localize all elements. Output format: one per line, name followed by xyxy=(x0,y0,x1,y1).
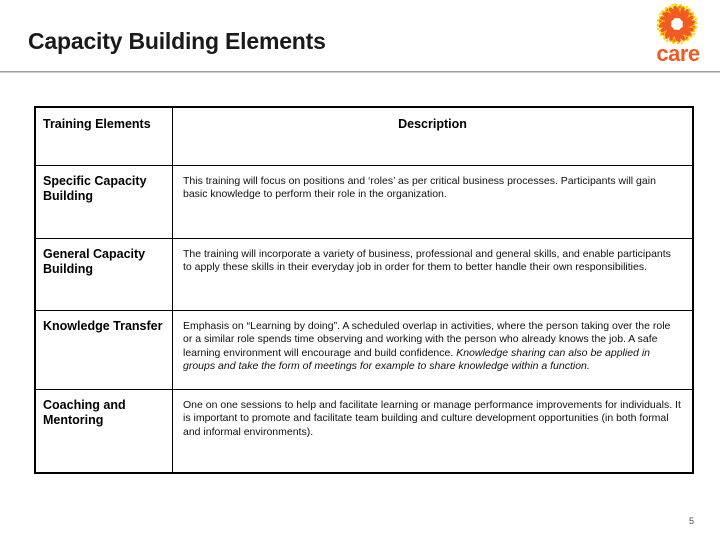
element-name-coaching-and-mentoring: Coaching and Mentoring xyxy=(43,398,126,427)
header-divider xyxy=(0,71,720,73)
cell-element-name xyxy=(36,239,173,311)
table-row xyxy=(36,311,693,390)
header-cell-description xyxy=(173,108,693,166)
description-specific-capacity-building xyxy=(173,166,692,208)
description-general-capacity-building xyxy=(173,239,692,281)
circle-of-hands-icon xyxy=(645,2,709,46)
capacity-building-elements-table xyxy=(35,107,693,473)
cell-description xyxy=(173,239,693,311)
description-plain: This training will focus on positions and ‘roles’ as per critical business processes. Participants will gain basic knowledge to perform their role in the organization. xyxy=(183,175,656,201)
description-plain: The training will incorporate a variety of business, professional and general skills, and enable participants to apply these skills in their everyday job in order for them to better handle their own responsibilities. xyxy=(183,248,671,274)
cell-element-name xyxy=(36,390,173,473)
table-row xyxy=(36,390,693,473)
element-name-specific-capacity-building: Specific Capacity Building xyxy=(43,174,147,203)
cell-description xyxy=(173,166,693,239)
care-wordmark: care xyxy=(656,41,700,66)
table-row xyxy=(36,166,693,239)
cell-element-name xyxy=(36,166,173,239)
description-plain: Emphasis on “Learning by doing”. A scheduled overlap in activities, where the person taking over the role or a similar role spends time observing and working with the person who already knows the job. A safe learning environment will encourage and build confidence. xyxy=(183,320,671,359)
header-label-training-elements: Training Elements xyxy=(43,117,151,131)
cell-element-name xyxy=(36,311,173,390)
page-number: 5 xyxy=(688,516,694,526)
care-logo xyxy=(640,2,716,68)
header-cell-training-elements xyxy=(36,108,173,166)
element-name-knowledge-transfer: Knowledge Transfer xyxy=(43,319,163,333)
header-label-description: Description xyxy=(398,117,467,131)
description-plain: One on one sessions to help and facilitate learning or manage performance improvements for individuals. It is important to promote and facilitate team building and culture development opportunities (in both formal and informal environments). xyxy=(183,399,681,438)
table-header-row xyxy=(36,108,693,166)
description-knowledge-transfer xyxy=(173,311,692,380)
description-emphasis: Knowledge sharing can also be applied in groups and take the form of meetings for example to share knowledge within a function. xyxy=(183,346,650,373)
element-name-general-capacity-building: General Capacity Building xyxy=(43,247,146,276)
cell-description xyxy=(173,390,693,473)
table-row xyxy=(36,239,693,311)
cell-description xyxy=(173,311,693,390)
slide-header xyxy=(0,0,720,73)
page-title: Capacity Building Elements xyxy=(28,28,326,54)
description-coaching-and-mentoring xyxy=(173,390,692,445)
